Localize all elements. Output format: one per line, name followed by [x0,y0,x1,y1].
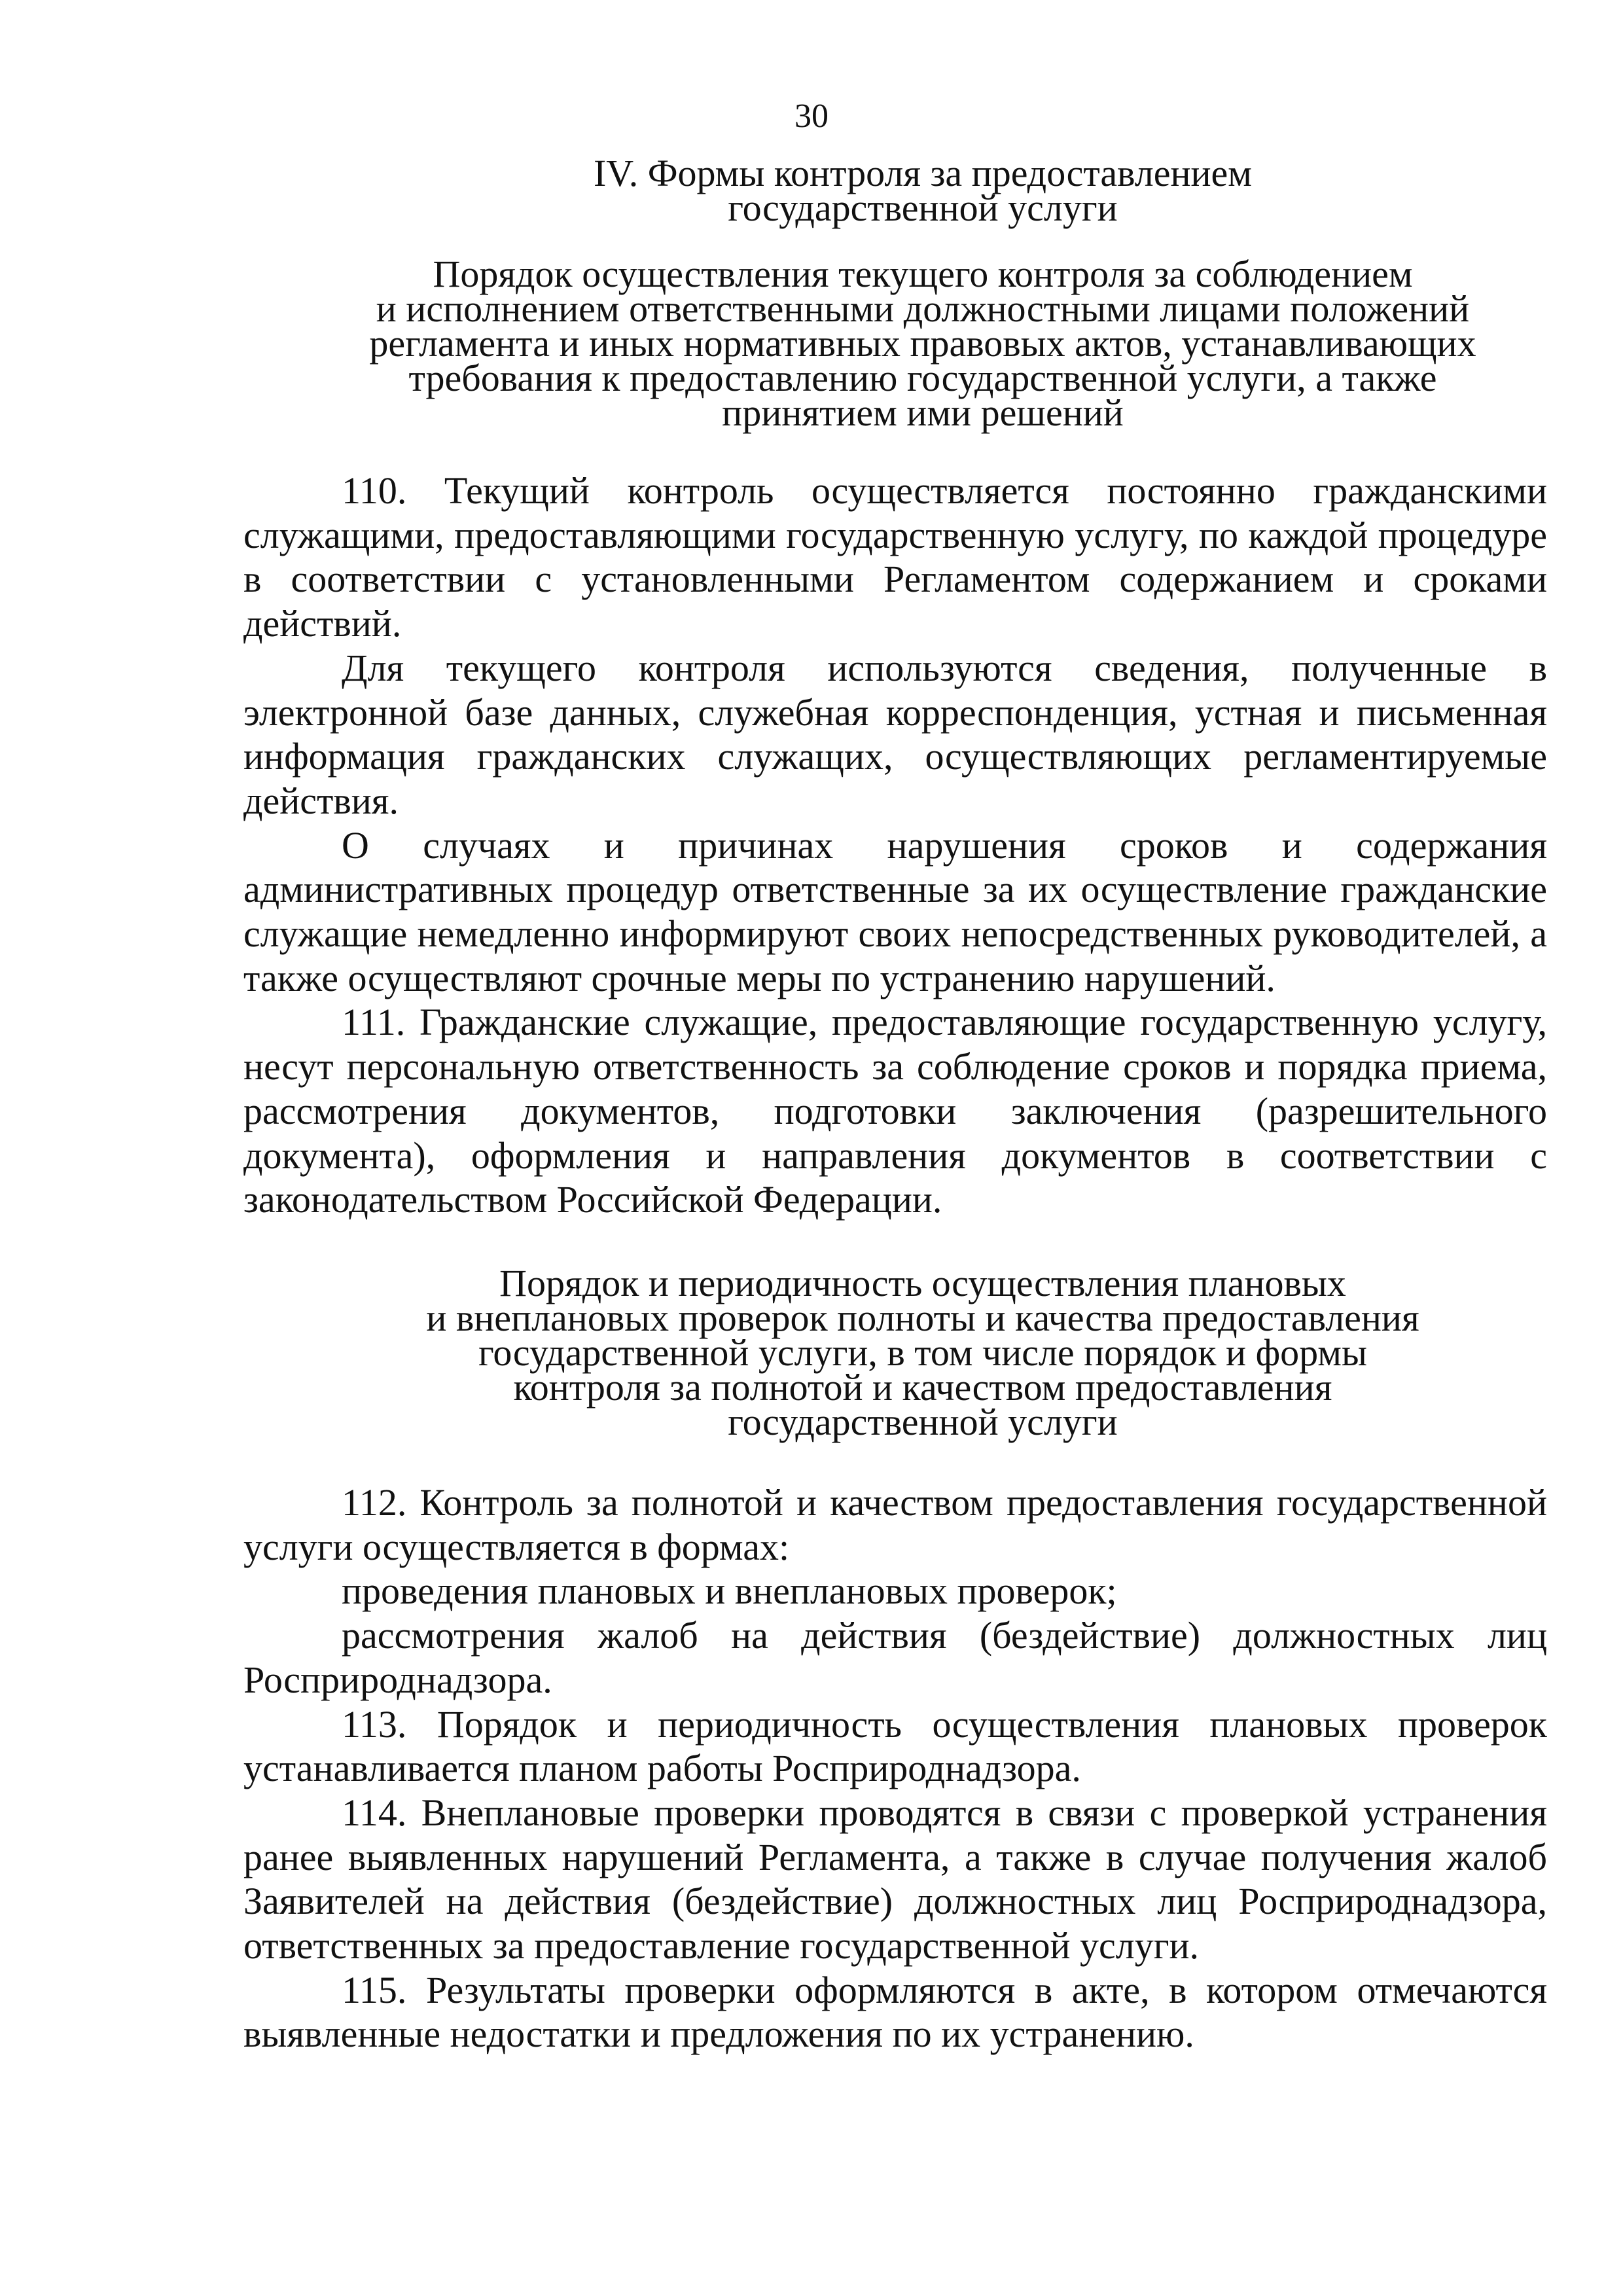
subsection-heading-line: требования к предоставлению государственной услуги, а также [408,357,1437,399]
section-inspections-body [243,1480,1547,2056]
paragraph-sources: Для текущего контроля используются сведения, полученные в электронной базе данных, служебная корреспонденция, устная и письменная информация гражданских служащих, осуществляющих регламентируемые действия. [243,646,1547,822]
subsection-heading-line: принятием ими решений [722,391,1124,434]
section-heading [236,152,1610,229]
subsection-heading-line: государственной услуги [728,1401,1118,1443]
page-number: 30 [794,98,829,135]
subsection-heading-line: регламента и иных нормативных правовых актов, устанавливающих [369,322,1476,365]
section-current-control-body [243,469,1547,1222]
subsection-heading-inspections [236,1262,1610,1443]
paragraph-110: 110. Текущий контроль осуществляется постоянно гражданскими служащими, предоставляющими государственную услугу, по каждой процедуре в соответствии с установленными Регламентом содержанием и сроками действий. [243,469,1547,645]
paragraph-113: 113. Порядок и периодичность осуществления плановых проверок устанавливается планом работы Росприроднадзора. [243,1702,1547,1790]
subsection-heading-line: контроля за полнотой и качеством предоставления [513,1366,1332,1408]
paragraph-violations: О случаях и причинах нарушения сроков и содержания административных процедур ответственные за их осуществление гражданские служащие немедленно информируют своих непосредственных руководителей, а также осуществляют срочные меры по устранению нарушений. [243,823,1547,999]
subsection-heading-line: государственной услуги, в том числе порядок и формы [478,1331,1367,1374]
section-heading-line: государственной услуги [728,187,1118,229]
paragraph-112: 112. Контроль за полнотой и качеством предоставления государственной услуги осуществляется в формах: [243,1481,1547,1568]
paragraph-115: 115. Результаты проверки оформляются в акте, в котором отмечаются выявленные недостатки и предложения по их устранению. [243,1968,1547,2056]
subsection-heading-line: Порядок осуществления текущего контроля за соблюдением [433,253,1413,295]
subsection-heading-line: и исполнением ответственными должностными лицами положений [376,287,1470,330]
paragraph-114: 114. Внеплановые проверки проводятся в связи с проверкой устранения ранее выявленных нарушений Регламента, а также в случае получения жалоб Заявителей на действия (бездействие) должностных лиц Росприроднадзора, ответственных за предоставление государственной услуги. [243,1791,1547,1967]
subsection-heading-line: и внеплановых проверок полноты и качества предоставления [426,1297,1419,1339]
list-item-complaints: рассмотрения жалоб на действия (бездействие) должностных лиц Росприроднадзора. [243,1614,1547,1701]
paragraph-111: 111. Гражданские служащие, предоставляющие государственную услугу, несут персональную ответственность за соблюдение сроков и порядка приема, рассмотрения документов, подготовки заключения (разрешительного документа), оформления и направления документов в соответствии с законодательством Российской Федерации. [243,1001,1547,1221]
subsection-heading-current-control [236,253,1610,434]
subsection-heading-line: Порядок и периодичность осуществления плановых [499,1262,1346,1304]
section-heading-line: IV. Формы контроля за предоставлением [593,152,1253,194]
list-item-planned-inspections: проведения плановых и внеплановых проверок; [342,1570,1117,1613]
